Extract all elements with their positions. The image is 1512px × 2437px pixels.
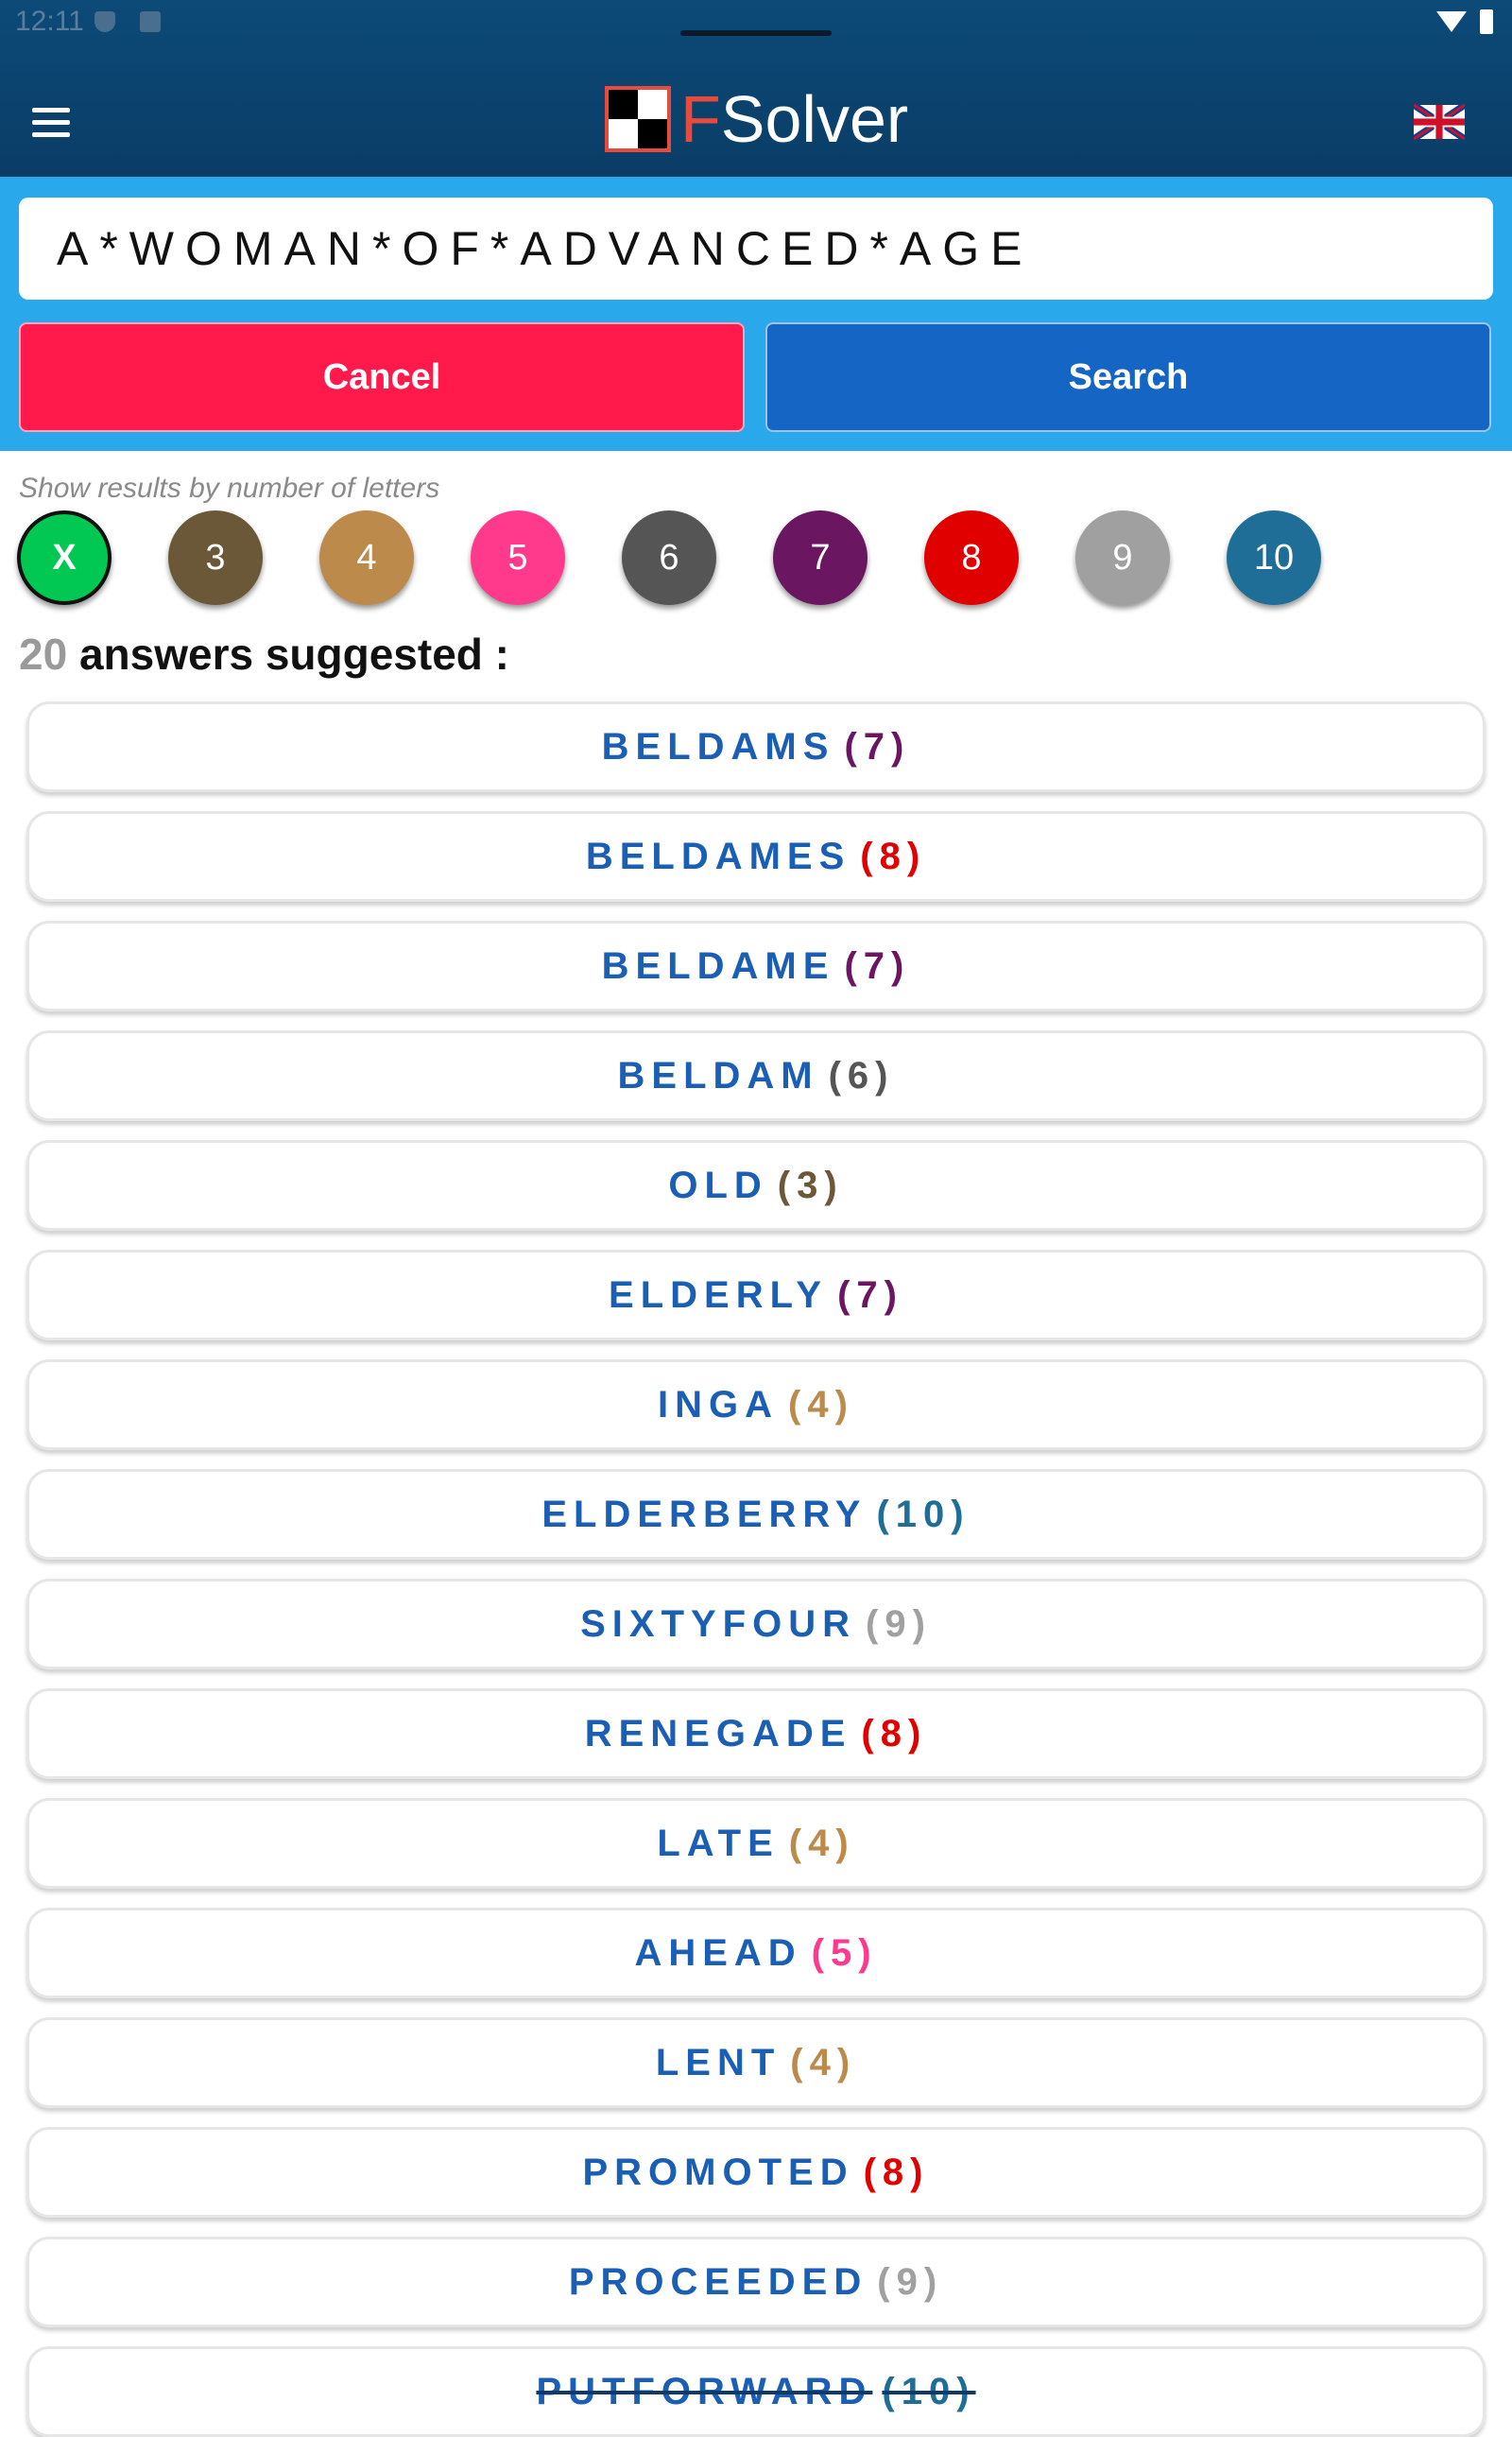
answer-text: [580, 1603, 932, 1646]
length-filter-10[interactable]: 10: [1227, 510, 1321, 605]
answer-length: (4): [788, 1822, 855, 1864]
answer-item[interactable]: [26, 1140, 1486, 1231]
battery-icon: [1480, 9, 1493, 34]
length-filter-5[interactable]: 5: [471, 510, 565, 605]
query-input[interactable]: [19, 198, 1493, 300]
status-time: 12:11: [15, 6, 84, 37]
answer-item[interactable]: [26, 2346, 1486, 2437]
answer-length: (5): [811, 1931, 878, 1974]
answer-length: (10): [882, 2370, 976, 2412]
search-panel: [0, 177, 1512, 451]
answer-text: [541, 1494, 970, 1536]
uk-flag-icon[interactable]: [1414, 104, 1465, 140]
answer-text: [657, 1823, 854, 1865]
length-filter-8[interactable]: 8: [924, 510, 1019, 605]
answer-item[interactable]: [26, 1469, 1486, 1560]
answer-text: [582, 2152, 929, 2194]
answer-word: LATE: [657, 1822, 780, 1864]
status-icons: [1436, 9, 1493, 34]
answer-word: INGA: [658, 1383, 780, 1426]
answer-item[interactable]: [26, 2237, 1486, 2327]
answer-item[interactable]: [26, 1359, 1486, 1450]
answer-text: [536, 2371, 975, 2413]
answer-length: (8): [860, 835, 927, 877]
answer-word: PROMOTED: [582, 2151, 854, 2193]
answer-text: [602, 726, 911, 769]
answer-text: [609, 1274, 903, 1317]
notification-icon: [140, 11, 161, 32]
answer-length: (7): [844, 944, 911, 987]
answer-item[interactable]: [26, 811, 1486, 902]
cancel-button[interactable]: Cancel: [19, 322, 745, 432]
answer-length: (9): [877, 2260, 944, 2303]
length-filter-x[interactable]: X: [17, 510, 112, 605]
answer-text: [658, 1384, 854, 1426]
length-filter-7[interactable]: 7: [773, 510, 868, 605]
answer-item[interactable]: [26, 1250, 1486, 1340]
answer-word: ELDERLY: [609, 1273, 829, 1316]
answer-word: BELDAMES: [585, 835, 851, 877]
camera-notch: [680, 30, 832, 36]
answer-word: BELDAME: [601, 944, 835, 987]
answer-length: (7): [837, 1273, 903, 1316]
answer-item[interactable]: [26, 2127, 1486, 2218]
answers-count: 20 answers suggested :: [19, 630, 509, 679]
answer-word: RENEGADE: [584, 1712, 852, 1754]
hamburger-menu-icon[interactable]: [32, 108, 74, 138]
answer-item[interactable]: [26, 701, 1486, 792]
app-logo: [605, 83, 908, 155]
search-button[interactable]: Search: [765, 322, 1491, 432]
app-title: FSolver: [680, 82, 909, 156]
answer-item[interactable]: [26, 1579, 1486, 1669]
answer-word: PROCEEDED: [568, 2260, 868, 2303]
answer-word: SIXTYFOUR: [580, 1602, 856, 1645]
answer-word: BELDAM: [617, 1054, 819, 1097]
answer-item[interactable]: [26, 1798, 1486, 1889]
length-filter-3[interactable]: 3: [168, 510, 263, 605]
answer-length: (4): [788, 1383, 854, 1426]
answer-word: OLD: [668, 1164, 768, 1206]
answer-length: (6): [828, 1054, 895, 1097]
app-header: [0, 0, 1512, 177]
answer-word: PUTFORWARD: [536, 2370, 873, 2412]
answer-length: (8): [861, 1712, 928, 1754]
filter-hint: Show results by number of letters: [19, 473, 440, 504]
answer-word: BELDAMS: [601, 725, 835, 768]
answer-length: (7): [844, 725, 911, 768]
answer-item[interactable]: [26, 921, 1486, 1011]
answer-item[interactable]: [26, 1030, 1486, 1121]
answer-length: (3): [777, 1164, 844, 1206]
answer-text: [656, 2042, 856, 2084]
answer-item[interactable]: [26, 1908, 1486, 1998]
answer-text: [585, 1713, 928, 1755]
length-filter-4[interactable]: 4: [319, 510, 414, 605]
length-filter-9[interactable]: 9: [1075, 510, 1170, 605]
answer-length: (10): [876, 1493, 971, 1535]
answer-item[interactable]: [26, 2017, 1486, 2108]
answer-item[interactable]: [26, 1688, 1486, 1779]
crossword-grid-icon: [605, 86, 671, 152]
answer-length: (4): [790, 2041, 857, 2083]
answer-text: [634, 1932, 877, 1975]
answer-length: (8): [863, 2151, 930, 2193]
answer-word: ELDERBERRY: [541, 1493, 868, 1535]
length-filter-6[interactable]: 6: [622, 510, 716, 605]
answer-word: LENT: [655, 2041, 782, 2083]
answer-text: [602, 945, 911, 988]
answer-text: [668, 1165, 843, 1207]
answer-text: [618, 1055, 895, 1098]
answer-text: [586, 836, 926, 878]
wifi-icon: [1436, 11, 1467, 32]
answer-length: (9): [866, 1602, 932, 1645]
answer-word: AHEAD: [634, 1931, 802, 1974]
shield-icon: [94, 11, 115, 32]
answer-text: [569, 2261, 943, 2304]
